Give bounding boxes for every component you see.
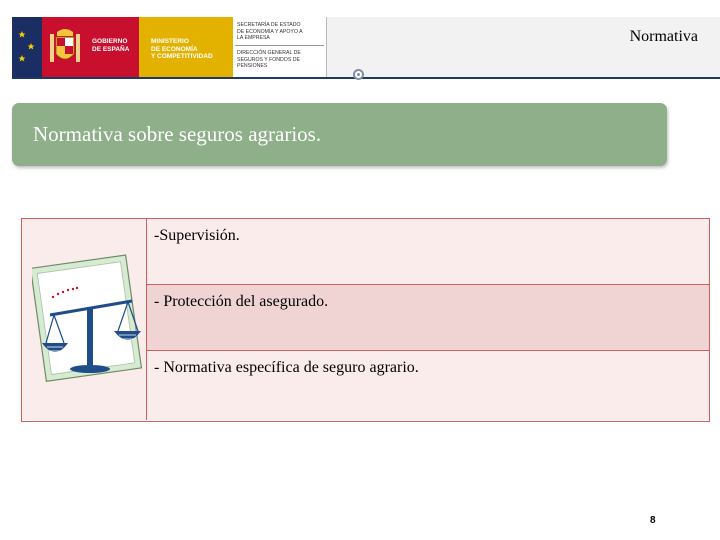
page-number: 8 <box>650 515 656 526</box>
justice-scale-icon <box>32 243 142 393</box>
ministerio-block <box>139 17 233 78</box>
gobierno-block <box>42 17 139 78</box>
image-cell <box>22 219 147 420</box>
connector-dot-icon <box>353 69 364 80</box>
eu-stars-icon <box>16 23 38 71</box>
gobierno-label: GOBIERNO DE ESPAÑA <box>92 38 130 53</box>
ministerio-label: MINISTERIO DE ECONOMÍA Y COMPETITIVIDAD <box>151 38 213 60</box>
header-title: Normativa <box>629 28 698 45</box>
secretaria-label: SECRETARÍA DE ESTADO DE ECONOMÍA Y APOYO A LA EMPRESA <box>237 22 303 41</box>
coat-of-arms-icon <box>50 26 80 68</box>
institutional-header <box>12 17 720 78</box>
item-proteccion: - Protección del asegurado. <box>154 293 329 310</box>
content-row <box>147 219 709 285</box>
header-rule <box>12 77 720 79</box>
direccion-label: DIRECCIÓN GENERAL DE SEGUROS Y FONDOS DE PENSIONES <box>237 50 301 69</box>
eu-flag-strip <box>12 17 42 78</box>
content-row <box>147 351 709 420</box>
content-table <box>21 218 710 422</box>
section-title: Normativa sobre seguros agrarios. <box>33 122 322 146</box>
secretaria-divider <box>235 45 324 46</box>
secretaria-box <box>233 17 327 78</box>
section-title-bar <box>12 103 667 166</box>
item-normativa-especifica: - Normativa específica de seguro agrario. <box>154 359 419 376</box>
content-row <box>147 285 709 351</box>
item-supervision: -Supervisión. <box>154 227 240 244</box>
